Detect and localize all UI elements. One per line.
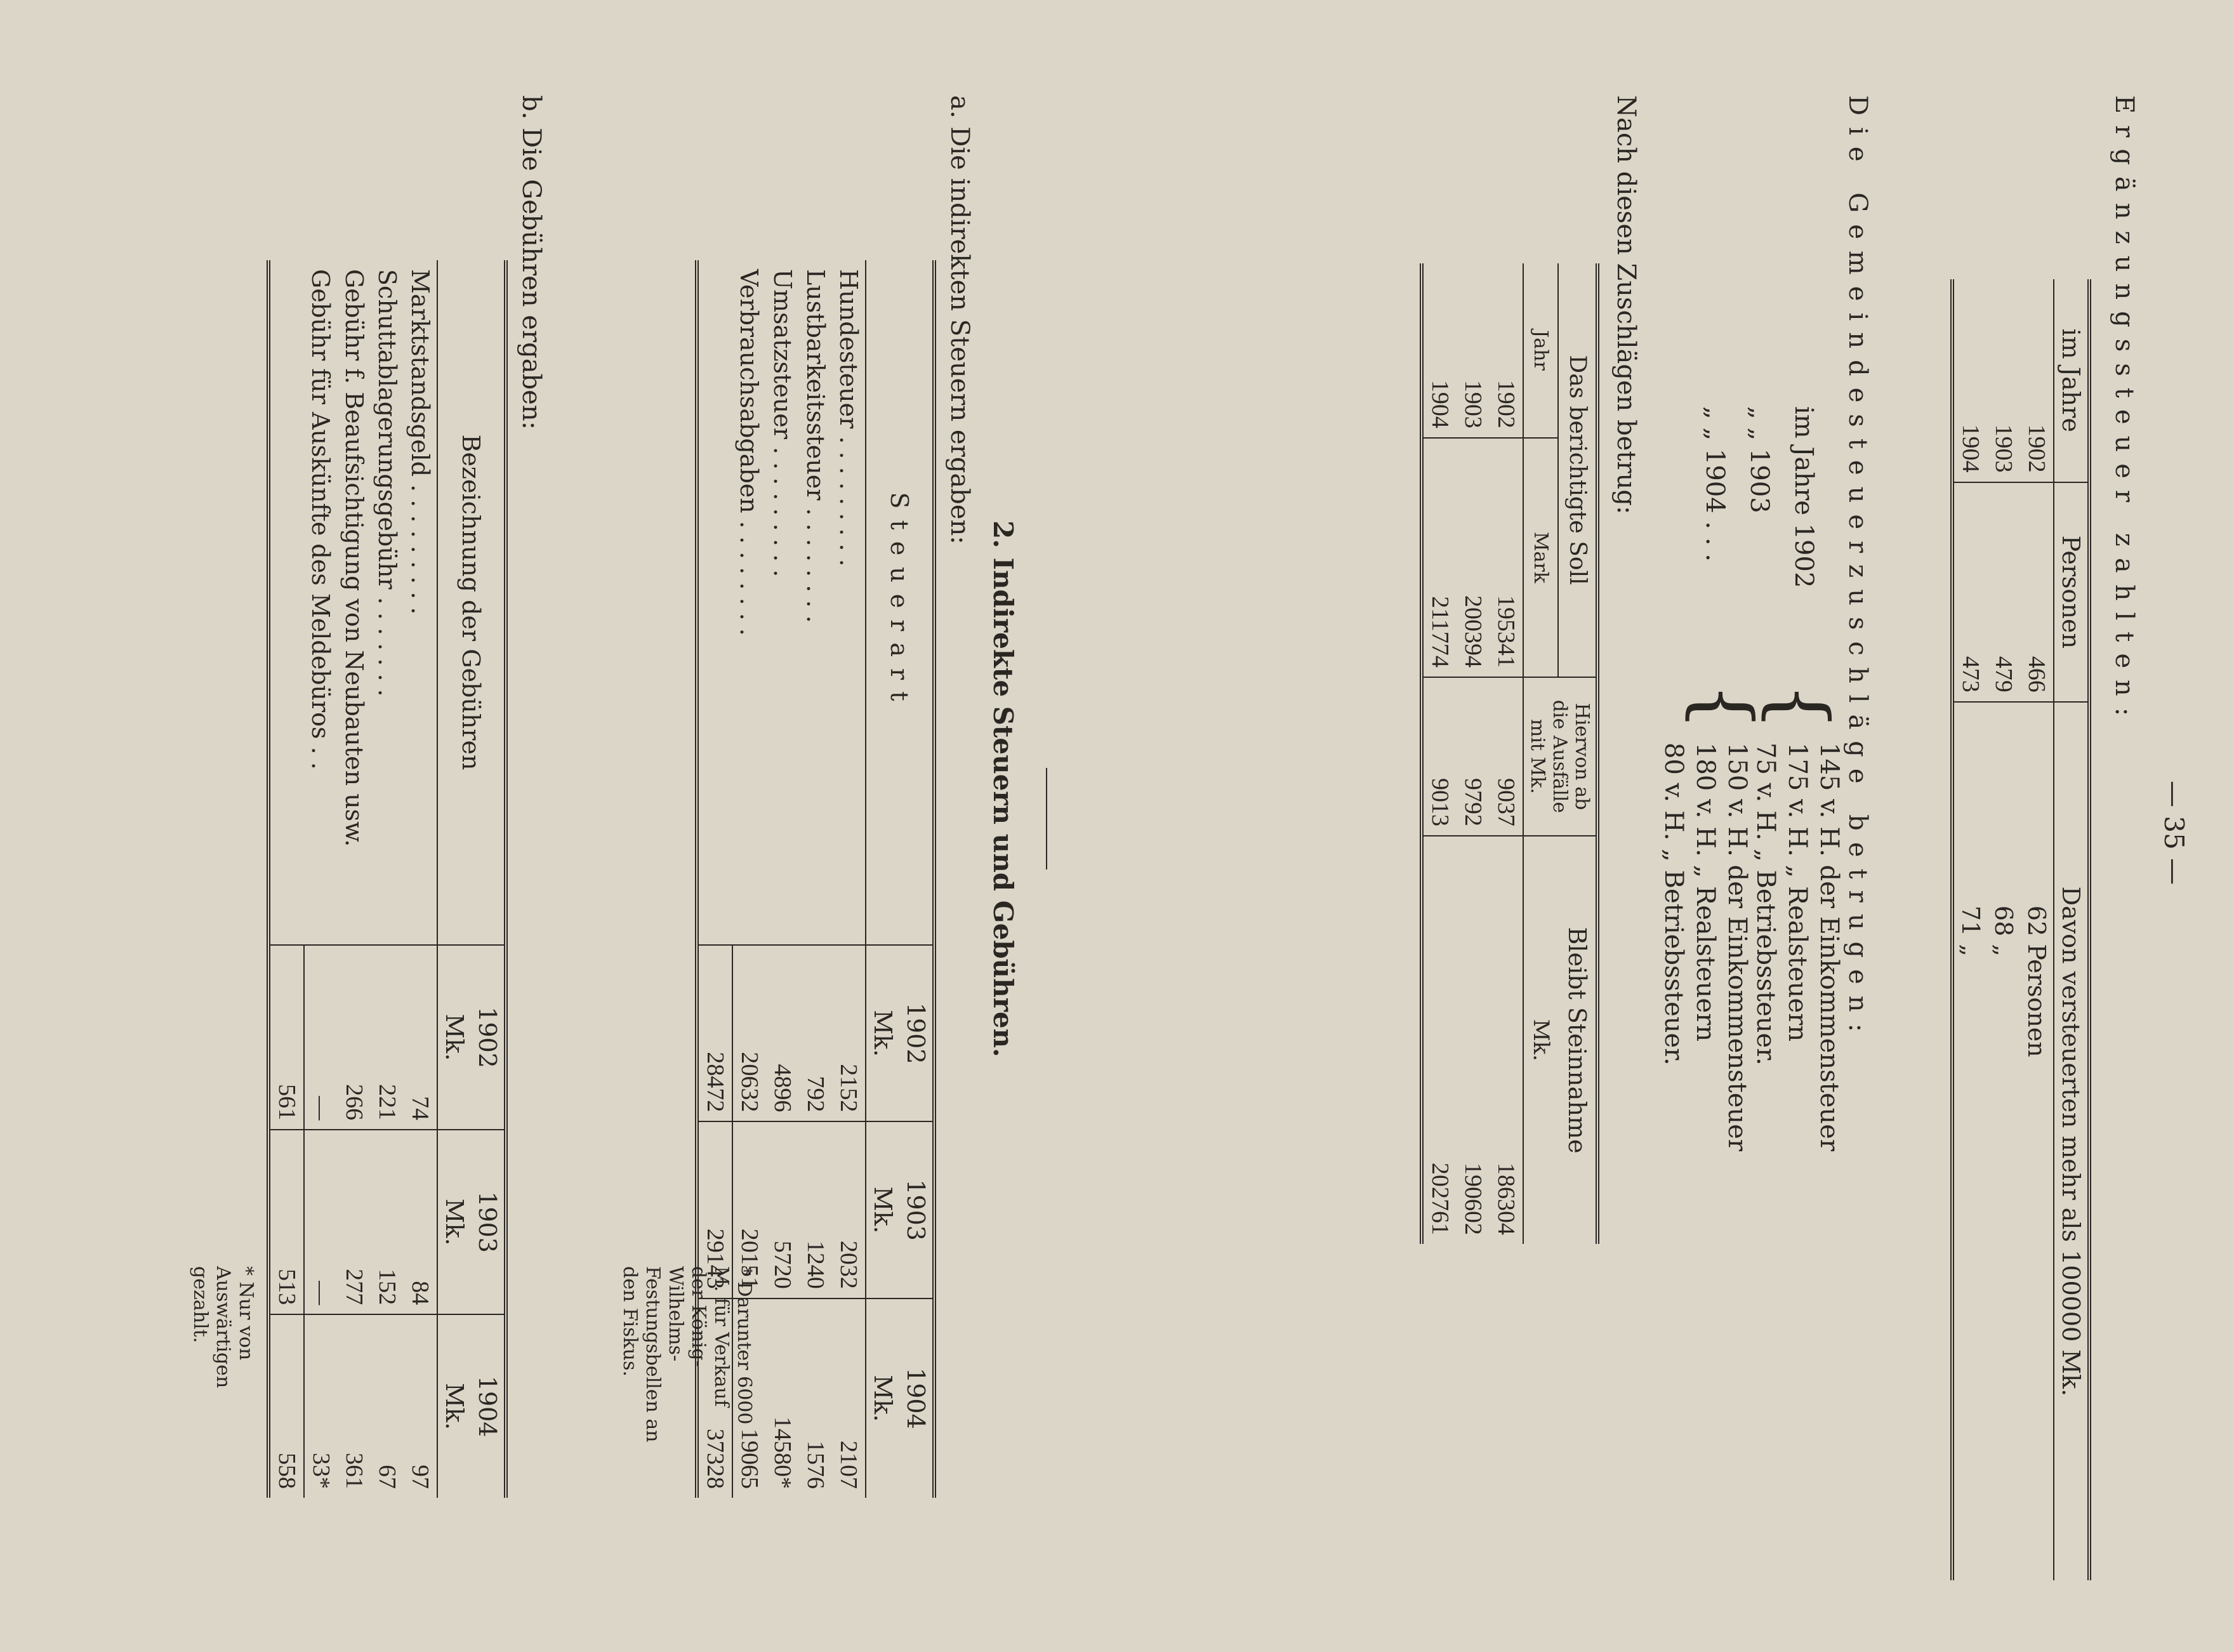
section-title: 2. Indirekte Steuern und Gebühren. <box>988 520 1019 1057</box>
table-row: 1904 211774 9013 202761 <box>1422 263 1457 1244</box>
table-row: 1902 195341 9037 186304 <box>1490 263 1523 1244</box>
col-jahr: Jahr <box>1523 263 1558 438</box>
col-mark: Mark <box>1523 438 1558 677</box>
brace-glyph: { <box>1755 682 1844 731</box>
table-row: Marktstandsgeld . . . . . . . . . 74 84 97 <box>404 260 437 1498</box>
steuern-footnote: * Darunter 6000 M. für Verkauf der König-Wilhelms-Festungsbellen an den Fiskus. <box>619 1266 755 1443</box>
zuschlaege-table <box>1420 263 1599 1244</box>
col-bleibt: Bleibt Steinnahme <box>1558 836 1597 1244</box>
gemeinde-label-1904: „ „ 1904 . . . <box>1700 406 1729 562</box>
table-row: Gebühr für Auskünfte des Meldebüros . . — — 33* <box>304 260 338 1498</box>
gemeinde-label-1903: „ „ 1903 <box>1745 406 1774 513</box>
gemeinde-label-1902: im Jahre 1902 <box>1789 406 1818 588</box>
table-row-total: 561 513 558 <box>268 260 304 1498</box>
table-row: Lustbarkeitssteuer . . . . . . . . 792 1240 1576 <box>799 260 832 1498</box>
separator-rule <box>1046 768 1047 869</box>
table-row: 1904 473 71 „ <box>1952 279 1987 1580</box>
subsection-b: b. Die Gebühren ergaben: <box>517 95 546 430</box>
ergaenzung-table <box>1950 279 2091 1580</box>
col-steuerart: Steuerart <box>866 260 934 945</box>
table-row: 1903 479 68 „ <box>1987 279 2020 1580</box>
table-row: Gebühr f. Beaufsichtigung von Neubauten usw. 266 277 361 <box>338 260 371 1498</box>
ergaenzung-heading: Ergänzungssteuer zahlten: <box>2110 95 2139 728</box>
page-number: — 35 — <box>2158 781 2190 885</box>
col-bezeichnung: Bezeichnung der Gebühren <box>437 260 506 945</box>
col-bleibt-unit: Mk. <box>1523 836 1558 1244</box>
table-row: 1902 466 62 Personen <box>2020 279 2054 1580</box>
table-row: 1903 200394 9792 190602 <box>1457 263 1490 1244</box>
table-row: Hundesteuer . . . . . . . . . 2152 2032 2107 <box>832 260 866 1498</box>
rotated-page-content: — 35 — Ergänzungssteuer zahlten: im Jahre Personen Davon versteuerten mehr als 100000 Mk. 1902 466 62 Personen 1903 479 68 „ 1904 473 71 „ Die Gemeindesteuerzuschläge betrugen: im Jahre 1902 „ „ 1903 „ „ 1904 . . . { { 145 v. H. der Einkommensteuer 175 v. H. „ Realsteuern 75 v. H. „ Betriebssteuer. 150 v. H. der Einkommensteuer 180 v. H. „ Realsteuern 80 v. H. „ Betriebssteuer. Nach diesen Zuschlägen betrug: Das berichtigte Soll Hiervon ab die Ausfälle mit Mk. Bleibt Steinnahme Jahr Mark Mk. 1902 195341 9037 186304 1903 200394 9792 190602 1904 211774 9013 202761 2. Indirekte Steuern und Gebühren. a. Die indirekten Steuern ergaben: Steuerart 1902 1903 1904 Mk. Mk. Mk. Hundesteuer . . . . . . . . . 2152 2032 2107 Lustbarkeitssteuer . . . . . . . . 792 1240 1576 Umsatzsteuer . . . . . . . . . 4896 5720 14580* Verbrauchsabgaben . . . . . . . . 20632 20151 19065 28472 29143 37328 * Darunter 6000 M. für Verkauf der König-Wilhelms-Festungsbellen an den Fiskus. b. Die Gebühren ergaben: Bezeichnung der Gebühren 1902 1903 1904 Mk. Mk. Mk. Marktstandsgeld . . . . . . . . . 74 84 97 Schuttablagerungsgebühr . . . . . . . 221 152 67 Gebühr f. Beaufsichtigung von Neubauten usw. 266 277 361 Gebühr für Auskünfte des Meldebüros . . — — 33* 561 513 558 * Nur von Auswärtigen gezahlt. <box>0 0 2234 1652</box>
col-year: im Jahre <box>2054 279 2089 482</box>
steuern-table: Steuerart 1902 1903 1904 Mk. Mk. Mk. Hundesteuer . . . . . . . . . 2152 2032 2107 Lustbarkeitssteuer . . . . . . . . 792 1240 1576 Umsatzsteuer . . . . . . . . . 4896 5720 14580* Verbrauchsabgaben . . . . . . . . 20632 20151 19065 28472 29143 37328 <box>695 260 936 1498</box>
gebuehren-footnote: * Nur von Auswärtigen gezahlt. <box>189 1266 257 1389</box>
subsection-a: a. Die indirekten Steuern ergaben: <box>945 95 974 545</box>
table-row-total: 28472 29143 37328 <box>697 260 732 1498</box>
gebuehren-table: Bezeichnung der Gebühren 1902 1903 1904 Mk. Mk. Mk. Marktstandsgeld . . . . . . . . . 74 84 97 Schuttablagerungsgebühr . . . . . . . 221 152 67 Gebühr f. Beaufsichtigung von Neubauten usw. 266 277 361 Gebühr für Auskünfte des Meldebüros . . — — 33* 561 513 558 <box>267 260 508 1498</box>
table-row: Umsatzsteuer . . . . . . . . . 4896 5720 14580* <box>766 260 799 1498</box>
gemeinde-heading: Die Gemeindesteuerzuschläge betrugen: <box>1843 95 1872 1044</box>
brace-glyph: { <box>1679 682 1768 731</box>
col-ausfaelle: Hiervon ab die Ausfälle mit Mk. <box>1523 677 1597 836</box>
zuschlaege-heading: Nach diesen Zuschlägen betrug: <box>1611 95 1641 515</box>
col-over: Davon versteuerten mehr als 100000 Mk. <box>2054 702 2089 1580</box>
table-row: Schuttablagerungsgebühr . . . . . . . 221 152 67 <box>371 260 404 1498</box>
table-row: Verbrauchsabgaben . . . . . . . . 20632 20151 19065 <box>732 260 766 1498</box>
col-persons: Personen <box>2054 482 2089 702</box>
col-soll: Das berichtigte Soll <box>1558 263 1597 677</box>
